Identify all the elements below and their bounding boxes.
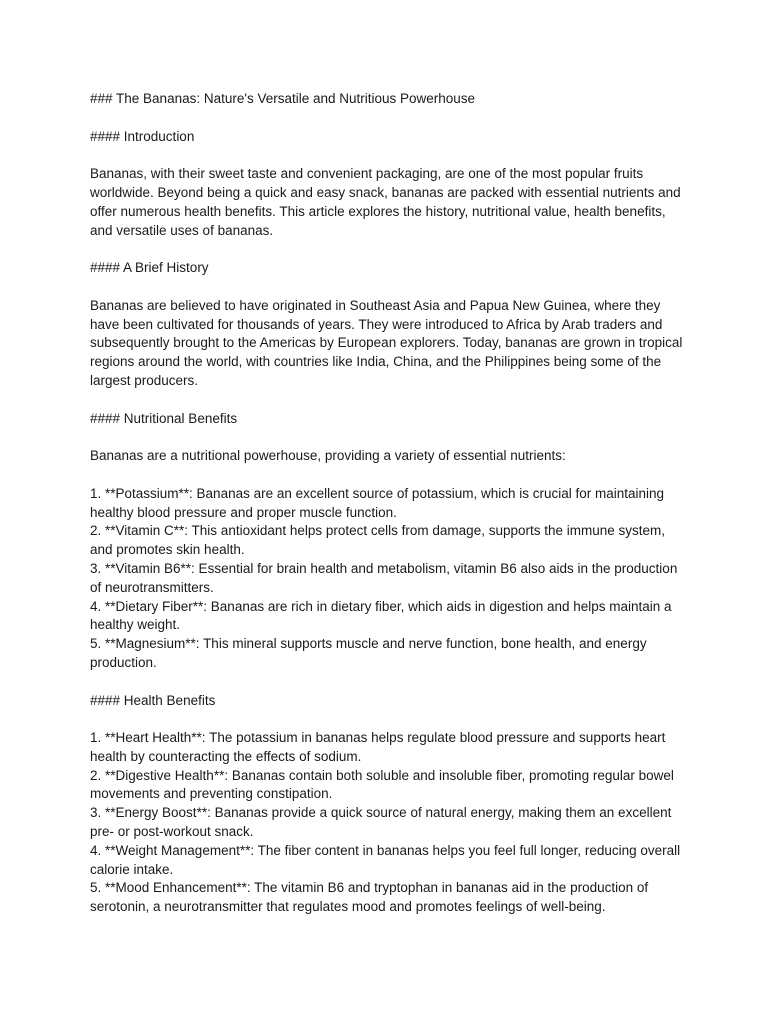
section-heading-introduction: #### Introduction	[90, 128, 195, 144]
section-heading-nutritional-benefits: #### Nutritional Benefits	[90, 410, 238, 426]
health-benefits-list	[90, 729, 690, 917]
list-item: 5. **Magnesium**: This mineral supports muscle and nerve function, bone health, and energy production.	[90, 636, 647, 670]
section-paragraph-introduction: Bananas, with their sweet taste and convenient packaging, are one of the most popular fruits worldwide. Beyond being a quick and easy snack, bananas are packed with essential nutrients and offer numerous health benefits. This article explores the history, nutritional value, health benefits, and versatile uses of bananas.	[90, 166, 681, 238]
list-item: 4. **Weight Management**: The fiber content in bananas helps you feel full longer, reducing overall calorie intake.	[90, 842, 681, 877]
list-item: 1. **Heart Health**: The potassium in bananas helps regulate blood pressure and supports heart health by counteracting the effects of sodium.	[90, 730, 666, 764]
list-item: 5. **Mood Enhancement**: The vitamin B6 and tryptophan in bananas aid in the production of serotonin, a neurotransmitter that regulates mood and promotes feelings of well-being.	[90, 880, 649, 915]
document-title: ### The Bananas: Nature's Versatile and Nutritious Powerhouse	[90, 91, 476, 106]
list-item: 1. **Potassium**: Bananas are an excellent source of potassium, which is crucial for maintaining healthy blood pressure and proper muscle function.	[90, 485, 665, 520]
list-item: 2. **Vitamin C**: This antioxidant helps protect cells from damage, supports the immune system, and promotes skin health.	[90, 523, 666, 558]
section-paragraph-history: Bananas are believed to have originated in Southeast Asia and Papua New Guinea, where they have been cultivated for thousands of years. They were introduced to Africa by Arab traders and subsequently brought to the Americas by European explorers. Today, bananas are grown in tropical regions around the world, with countries like India, China, and the Philippines being some of the largest producers.	[90, 297, 683, 388]
list-item: 4. **Dietary Fiber**: Bananas are rich in dietary fiber, which aids in digestion and helps maintain a healthy weight.	[90, 598, 672, 633]
list-item: 3. **Vitamin B6**: Essential for brain health and metabolism, vitamin B6 also aids in the production of neurotransmitters.	[90, 560, 678, 595]
nutritional-benefits-list	[90, 485, 690, 673]
section-heading-health-benefits: #### Health Benefits	[90, 692, 216, 708]
section-heading-history: #### A Brief History	[90, 260, 209, 276]
section-paragraph-nutritional-benefits: Bananas are a nutritional powerhouse, providing a variety of essential nutrients:	[90, 448, 566, 464]
list-item: 2. **Digestive Health**: Bananas contain both soluble and insoluble fiber, promoting regular bowel movements and preventing constipation.	[90, 767, 674, 802]
document-body	[90, 90, 690, 936]
list-item: 3. **Energy Boost**: Bananas provide a quick source of natural energy, making them an excellent pre- or post-workout snack.	[90, 805, 672, 840]
